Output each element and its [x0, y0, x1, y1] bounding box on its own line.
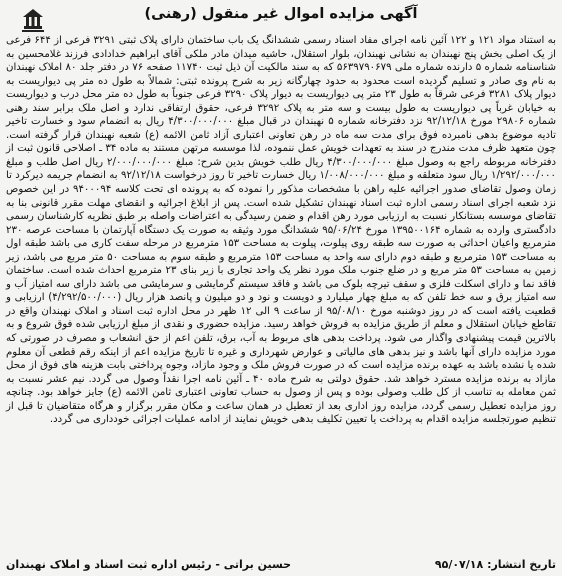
notice-footer — [6, 558, 556, 571]
notice-title: آگهی مزایده اموال غیر منقول (رهنی) — [144, 6, 418, 22]
notice-header — [6, 4, 556, 32]
signature: حسین براتی - رئیس اداره ثبت اسناد و املاک نهبندان — [6, 558, 292, 571]
publish-date-label: تاریخ انتشار: — [487, 558, 556, 571]
notice-body: به استناد مواد ۱۲۱ و ۱۲۲ آئین نامه اجرای مفاد اسناد رسمی ششدانگ یک باب ساختمان دارای پلاک ثبتی ۳۲۹۱ فرعی از ۶۴۴ فرعی از یک اصلی بخش پنج نهبندان به نشانی نهبندان، بلوار استقلال، حاشیه میدان مادر ملکی آقای ابراهیم خدادادی فرزند غلامحسین به شناسنامه شماره ۵ دارنده شماره ملی ۵۶۳۹۷۹۰۶۷۹ که به سند مالکیت آن ذیل ثبت ۱۱۷۴۰ صفحه ۷۶ در دفتر جلد ۸۰ املاک نهبندان به نام وی صادر و تسلیم گردیده است محدود به حدود چهارگانه زیر به شرح پرونده ثبتی: شمالاً به طول ده متر پی دیواریست به دیوار پلاک ۳۲۸۱ فرعی شرقاً به طول ۲۳ متر پی دیواریست به دیوار پلاک ۳۲۹۰ فرعی جنوباً به طول ده متر محل درب و دیواریست به خیابان غرباً پی دیواریست به طول بیست و سه متر به پلاک ۳۲۹۲ فرعی، حقوق ارتفاقی ندارد و اصل ملک برابر سند رهنی شماره ۲۹۸۰۶ مورخ ۹۲/۱۲/۱۸ نزد دفترخانه شماره ۵ نهبندان در قبال مبلغ ۴/۳۰۰/۰۰۰/۰۰۰ ریال به انضمام سود و خسارت تاخیر تادیه موضوع بدهی نامبرده فوق برای مدت سه ماه در رهن تعاونی اعتباری آزاد ثامن الائمه (ع) شعبه نهبندان قرار گرفته است. چون متعهد ظرف مدت مندرج در سند به تعهدات خویش عمل ننموده، لذا موسسه مرتهن مستند به ماده ۳۴ ـ اصلاحی قانون ثبت از دفترخانه مربوطه راجع به وصول مبلغ ۴/۳۰۰/۰۰۰/۰۰۰ ریال طلب خویش بدین شرح: مبلغ ۲/۰۰۰/۰۰۰/۰۰۰ ریال اصل طلب و مبلغ ۱/۲۹۲/۰۰۰/۰۰۰ ریال سود متعلقه و مبلغ ۱/۰۰۸/۰۰۰/۰۰۰ ریال خسارت تاخیر تا روز درخواست ۹۲/۱۲/۱۸ به انضمام جریمه دیرکرد تا زمان وصول تقاضای صدور اجرائیه علیه راهن با مشخصات مذکور را نموده که به پرونده ای تحت کلاسه ۹۴۰۰۰۹۴ در این خصوص نزد شعبه اجرای اسناد رسمی اداره ثبت اسناد نهبندان تشکیل شده است. پس از ابلاغ اجرائیه و انقضای مهلت مقرر قانونی بنا به تقاضای موسسه بستانکار نسبت به ارزیابی مورد رهن اقدام و ضمن رسیدگی به اعتراضات واصله بر طبق نظریه کارشناسان رسمی دادگستری وارده به شماره ۱۳۹۵۰۰۱۶۴ مورخ ۹۵/۰۶/۲۴ ششدانگ مورد وثیقه به صورت یک دستگاه آپارتمان با مساحت عرصه ۲۳۰ مترمربع واعیان احداثی به صورت سه طبقه روی پیلوت، پیلوت به مساحت ۱۵۳ مترمربع در مرحله سفت کاری می باشد طبقه اول به مساحت ۱۵۳ مترمربع و طبقه دوم دارای سه واحد به مساحت ۱۵۳ مترمربع و طبقه سوم به مساحت ۵۰ متر مربع می باشد، زیر زمین به مساحت ۵۳ متر مربع و در ضلع جنوب ملک مورد نظر یک واحد تجاری با زیر بنای ۲۳ مترمربع احداث شده است. ساختمان فاقد نما و دارای اسکلت فلزی و سقف تیرچه بلوک می باشد و فاقد سیستم گرمایشی و سرمایشی می باشد دارای سه امتیاز آب و سه امتیاز برق و سه خط تلفن که به مبلغ چهار میلیارد و دویست و نود و دو میلیون و پانصد هزار ریال (۴/۲۹۲/۵۰۰/۰۰۰) ارزیابی و قطعیت یافته است که در روز دوشنبه مورخ ۹۵/۰۸/۱۰ از ساعت ۹ الی ۱۲ ظهر در محل اداره ثبت اسناد و املاک نهبندان واقع در تقاطع خیابان استقلال و معلم از طریق مزایده به فروش خواهد رسید. مزایده حضوری و نقدی از مبلغ ارزیابی شده فوق شروع و به بالاترین قیمت پیشنهادی واگذار می شود. پرداخت بدهی های مربوط به آب، برق، تلفن اعم از حق انشعاب و مصرف در صورتی که مورد مزایده دارای آنها باشد و نیز بدهی های مالیاتی و عوارض شهرداری و غیره تا تاریخ مزایده اعم از اینکه رقم قطعی آن معلوم شده یا نشده باشد به عهده برنده مزایده است که در صورت فروش ملک و وجود مازاد، وجوه پرداختی بابت هزینه های فوق از محل مازاد به برنده مزایده مسترد خواهد شد. حقوق دولتی به شرح ماده ۴۰ ـ آئین نامه اجرا نقداً وصول می گردد. نیم عشر نسبت به ثمن معامله به تناسب از کل طلب وصولی بوده و پس از وصول به حساب تعاونی اعتباری ثامن الائمه (ع) جایز خواهد بود. چنانچه روز مزایده تعطیل رسمی گردد، مزایده روز اداری بعد از تعطیل در همان ساعت و مکان مقرر برگزار و هرگاه متقاضیان تا قبل از تنظیم صورتجلسه مزایده اقدام به پرداخت یا تعیین تکلیف بدهی خویش نمایند از ادامه عملیات اجرائی خودداری می گردد. — [6, 35, 557, 426]
publish-date-value: ۹۵/۰۷/۱۸ — [434, 558, 484, 571]
publish-date — [435, 558, 556, 571]
